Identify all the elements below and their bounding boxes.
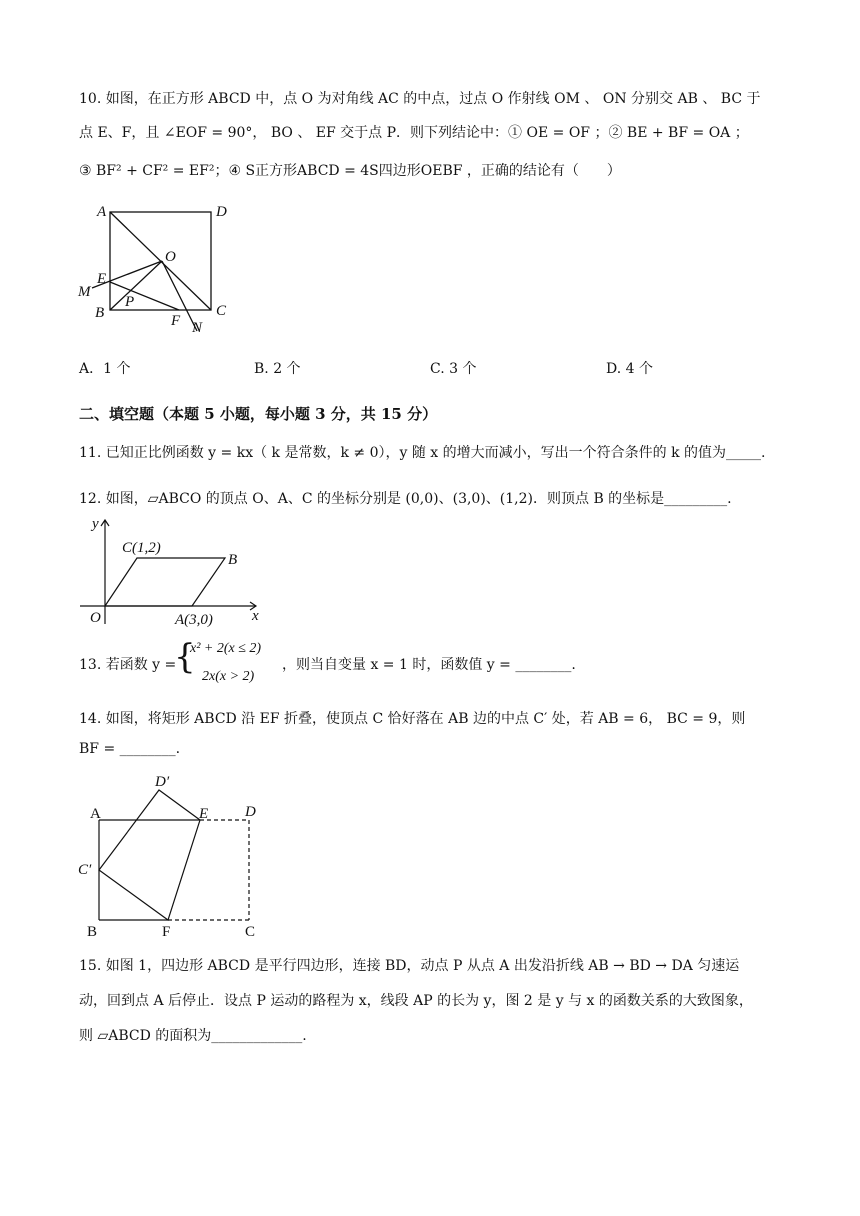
- q10-label-B: B: [95, 305, 105, 321]
- q15-line1: 15. 如图 1，四边形 ABCD 是平行四边形，连接 BD，动点 P 从点 A 出发沿折线 AB → BD → DA 匀速运: [79, 958, 740, 974]
- q10-square-figure: [70, 195, 250, 340]
- q14-label-C: C: [245, 924, 256, 940]
- q10-option-d: D. 4 个: [606, 361, 653, 377]
- q12-label-O: O: [90, 610, 101, 626]
- q12-label-B: B: [228, 552, 238, 568]
- q10-label-E: E: [97, 271, 107, 287]
- q10-label-D: D: [216, 204, 227, 220]
- q14-label-E: E: [199, 806, 209, 822]
- q13-brace: {: [174, 637, 196, 677]
- q12-coordinate-figure: [80, 512, 270, 630]
- q12-label-x: x: [252, 608, 259, 624]
- q10-label-M: M: [78, 284, 91, 300]
- q13-suffix: ，则当自变量 x = 1 时，函数值 y = ________.: [282, 657, 576, 673]
- q10-line3: ③ BF² + CF² = EF²；④ S正方形ABCD = 4S四边形OEBF ，正确的结论有（ ）: [79, 163, 621, 179]
- q14-line1: 14. 如图，将矩形 ABCD 沿 EF 折叠，使顶点 C 恰好落在 AB 边的中点 C′ 处，若 AB = 6， BC = 9，则: [79, 711, 746, 727]
- q14-label-D: D: [245, 804, 256, 820]
- q12-text: 12. 如图，▱ABCO 的顶点 O、A、C 的坐标分别是 (0,0)、(3,0)、(1,2)．则顶点 B 的坐标是_________.: [79, 491, 732, 507]
- q14-label-A: A: [90, 806, 101, 822]
- q10-option-c: C. 3 个: [430, 361, 477, 377]
- q11-text: 11. 已知正比例函数 y = kx（ k 是常数，k ≠ 0），y 随 x 的增大而减小，写出一个符合条件的 k 的值为_____.: [79, 445, 766, 461]
- q13-case1: x² + 2(x ≤ 2): [190, 641, 262, 656]
- q14-label-B: B: [87, 924, 98, 940]
- q10-line2: 点 E、F，且 ∠EOF = 90°， BO 、 EF 交于点 P．则下列结论中：① OE = OF ；② BE + BF = OA ；: [79, 125, 749, 141]
- q10-label-F: F: [171, 313, 181, 329]
- q10-label-C: C: [216, 303, 227, 319]
- q12-label-A: A(3,0): [175, 612, 213, 628]
- q10-label-O: O: [165, 249, 176, 265]
- q13-case2: 2x(x > 2): [202, 669, 255, 684]
- q10-line1: 10. 如图，在正方形 ABCD 中，点 O 为对角线 AC 的中点，过点 O 作射线 OM 、 ON 分别交 AB 、 BC 于: [79, 91, 761, 107]
- q14-label-F: F: [162, 924, 171, 940]
- q10-label-N: N: [192, 320, 203, 336]
- q15-line3: 则 ▱ABCD 的面积为_____________.: [79, 1028, 307, 1044]
- q12-label-C: C(1,2): [122, 540, 161, 556]
- q15-line2: 动，回到点 A 后停止．设点 P 运动的路程为 x，线段 AP 的长为 y，图 2 是 y 与 x 的函数关系的大致图象，: [79, 993, 753, 1009]
- q10-option-b: B. 2 个: [254, 361, 301, 377]
- q14-fold-figure: [75, 770, 275, 940]
- section-title: 二、填空题（本题 5 小题，每小题 3 分，共 15 分）: [79, 405, 438, 423]
- q10-label-P: P: [125, 294, 135, 310]
- q14-label-D-prime: D′: [155, 774, 170, 790]
- q10-option-a: A．1 个: [79, 361, 131, 377]
- q14-label-C-prime: C′: [78, 862, 92, 878]
- q14-line2: BF = ________.: [79, 741, 181, 757]
- q10-label-A: A: [97, 204, 107, 220]
- q12-label-y: y: [92, 516, 99, 532]
- q13-prefix: 13. 若函数 y =: [79, 657, 177, 673]
